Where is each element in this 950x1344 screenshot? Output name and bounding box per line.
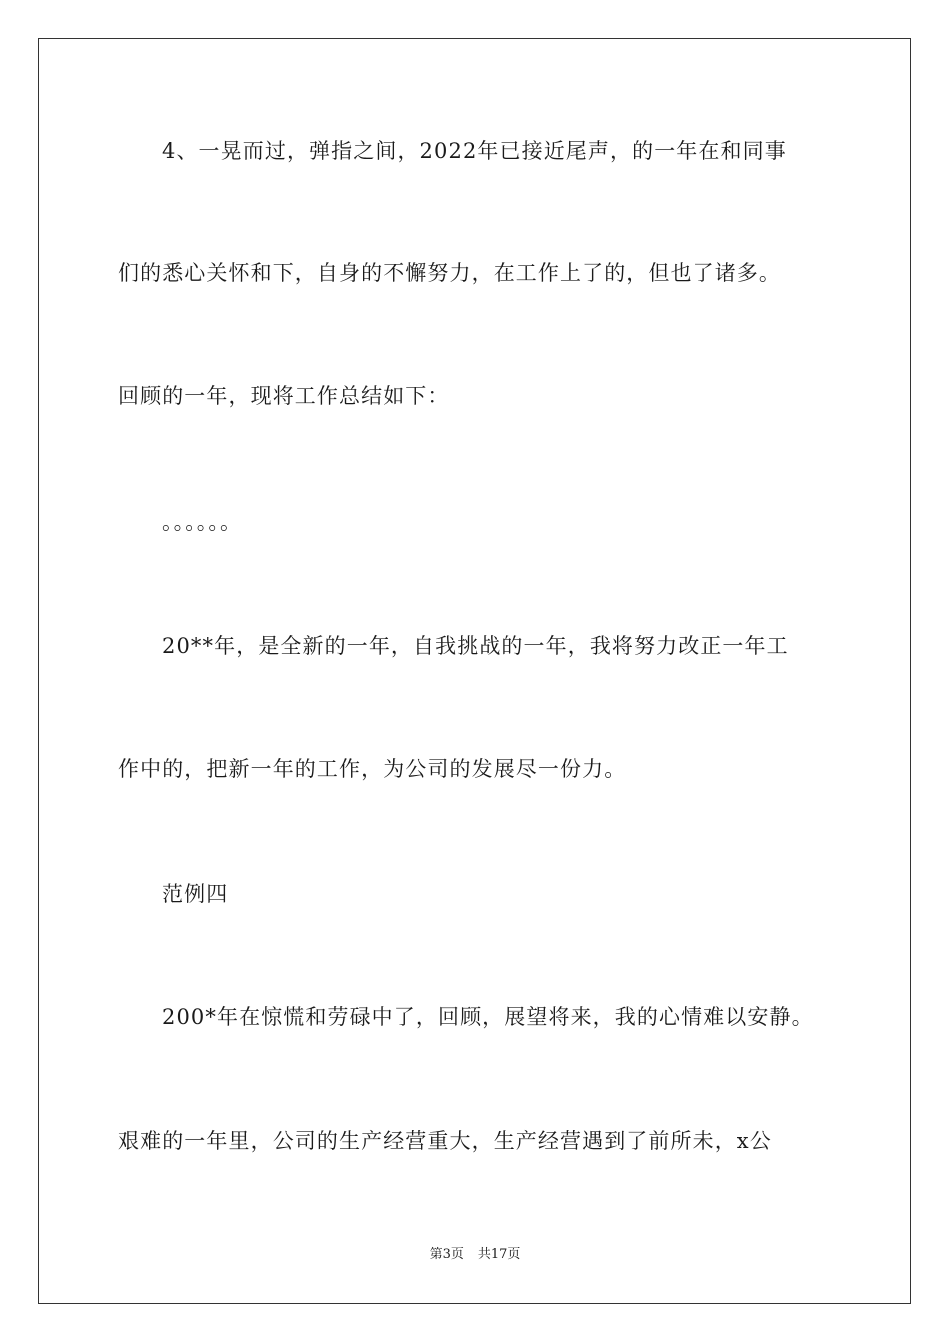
- page-total: 共17页: [477, 1247, 521, 1262]
- section-heading: 范例四: [162, 882, 229, 906]
- paragraph-line: 回顾的一年，现将工作总结如下：: [118, 384, 450, 408]
- paragraph-line: 作中的，把新一年的工作，为公司的发展尽一份力。: [118, 757, 627, 781]
- page-border: [38, 38, 911, 1304]
- paragraph-line: 们的悉心关怀和下，自身的不懈努力，在工作上了的，但也了诸多。: [118, 261, 781, 285]
- page-footer: [0, 1247, 950, 1263]
- page-number: 第3页: [429, 1247, 464, 1262]
- paragraph-line: 20**年，是全新的一年，自我挑战的一年，我将努力改正一年工: [162, 634, 789, 658]
- paragraph-line: 艰难的一年里，公司的生产经营重大，生产经营遇到了前所未，x公: [118, 1129, 772, 1153]
- ellipsis-line: 。。。。。。: [162, 510, 243, 534]
- paragraph-line: 4、一晃而过，弹指之间，2022年已接近尾声，的一年在和同事: [162, 139, 787, 163]
- paragraph-line: 200*年在惊慌和劳碌中了，回顾，展望将来，我的心情难以安静。: [162, 1005, 814, 1029]
